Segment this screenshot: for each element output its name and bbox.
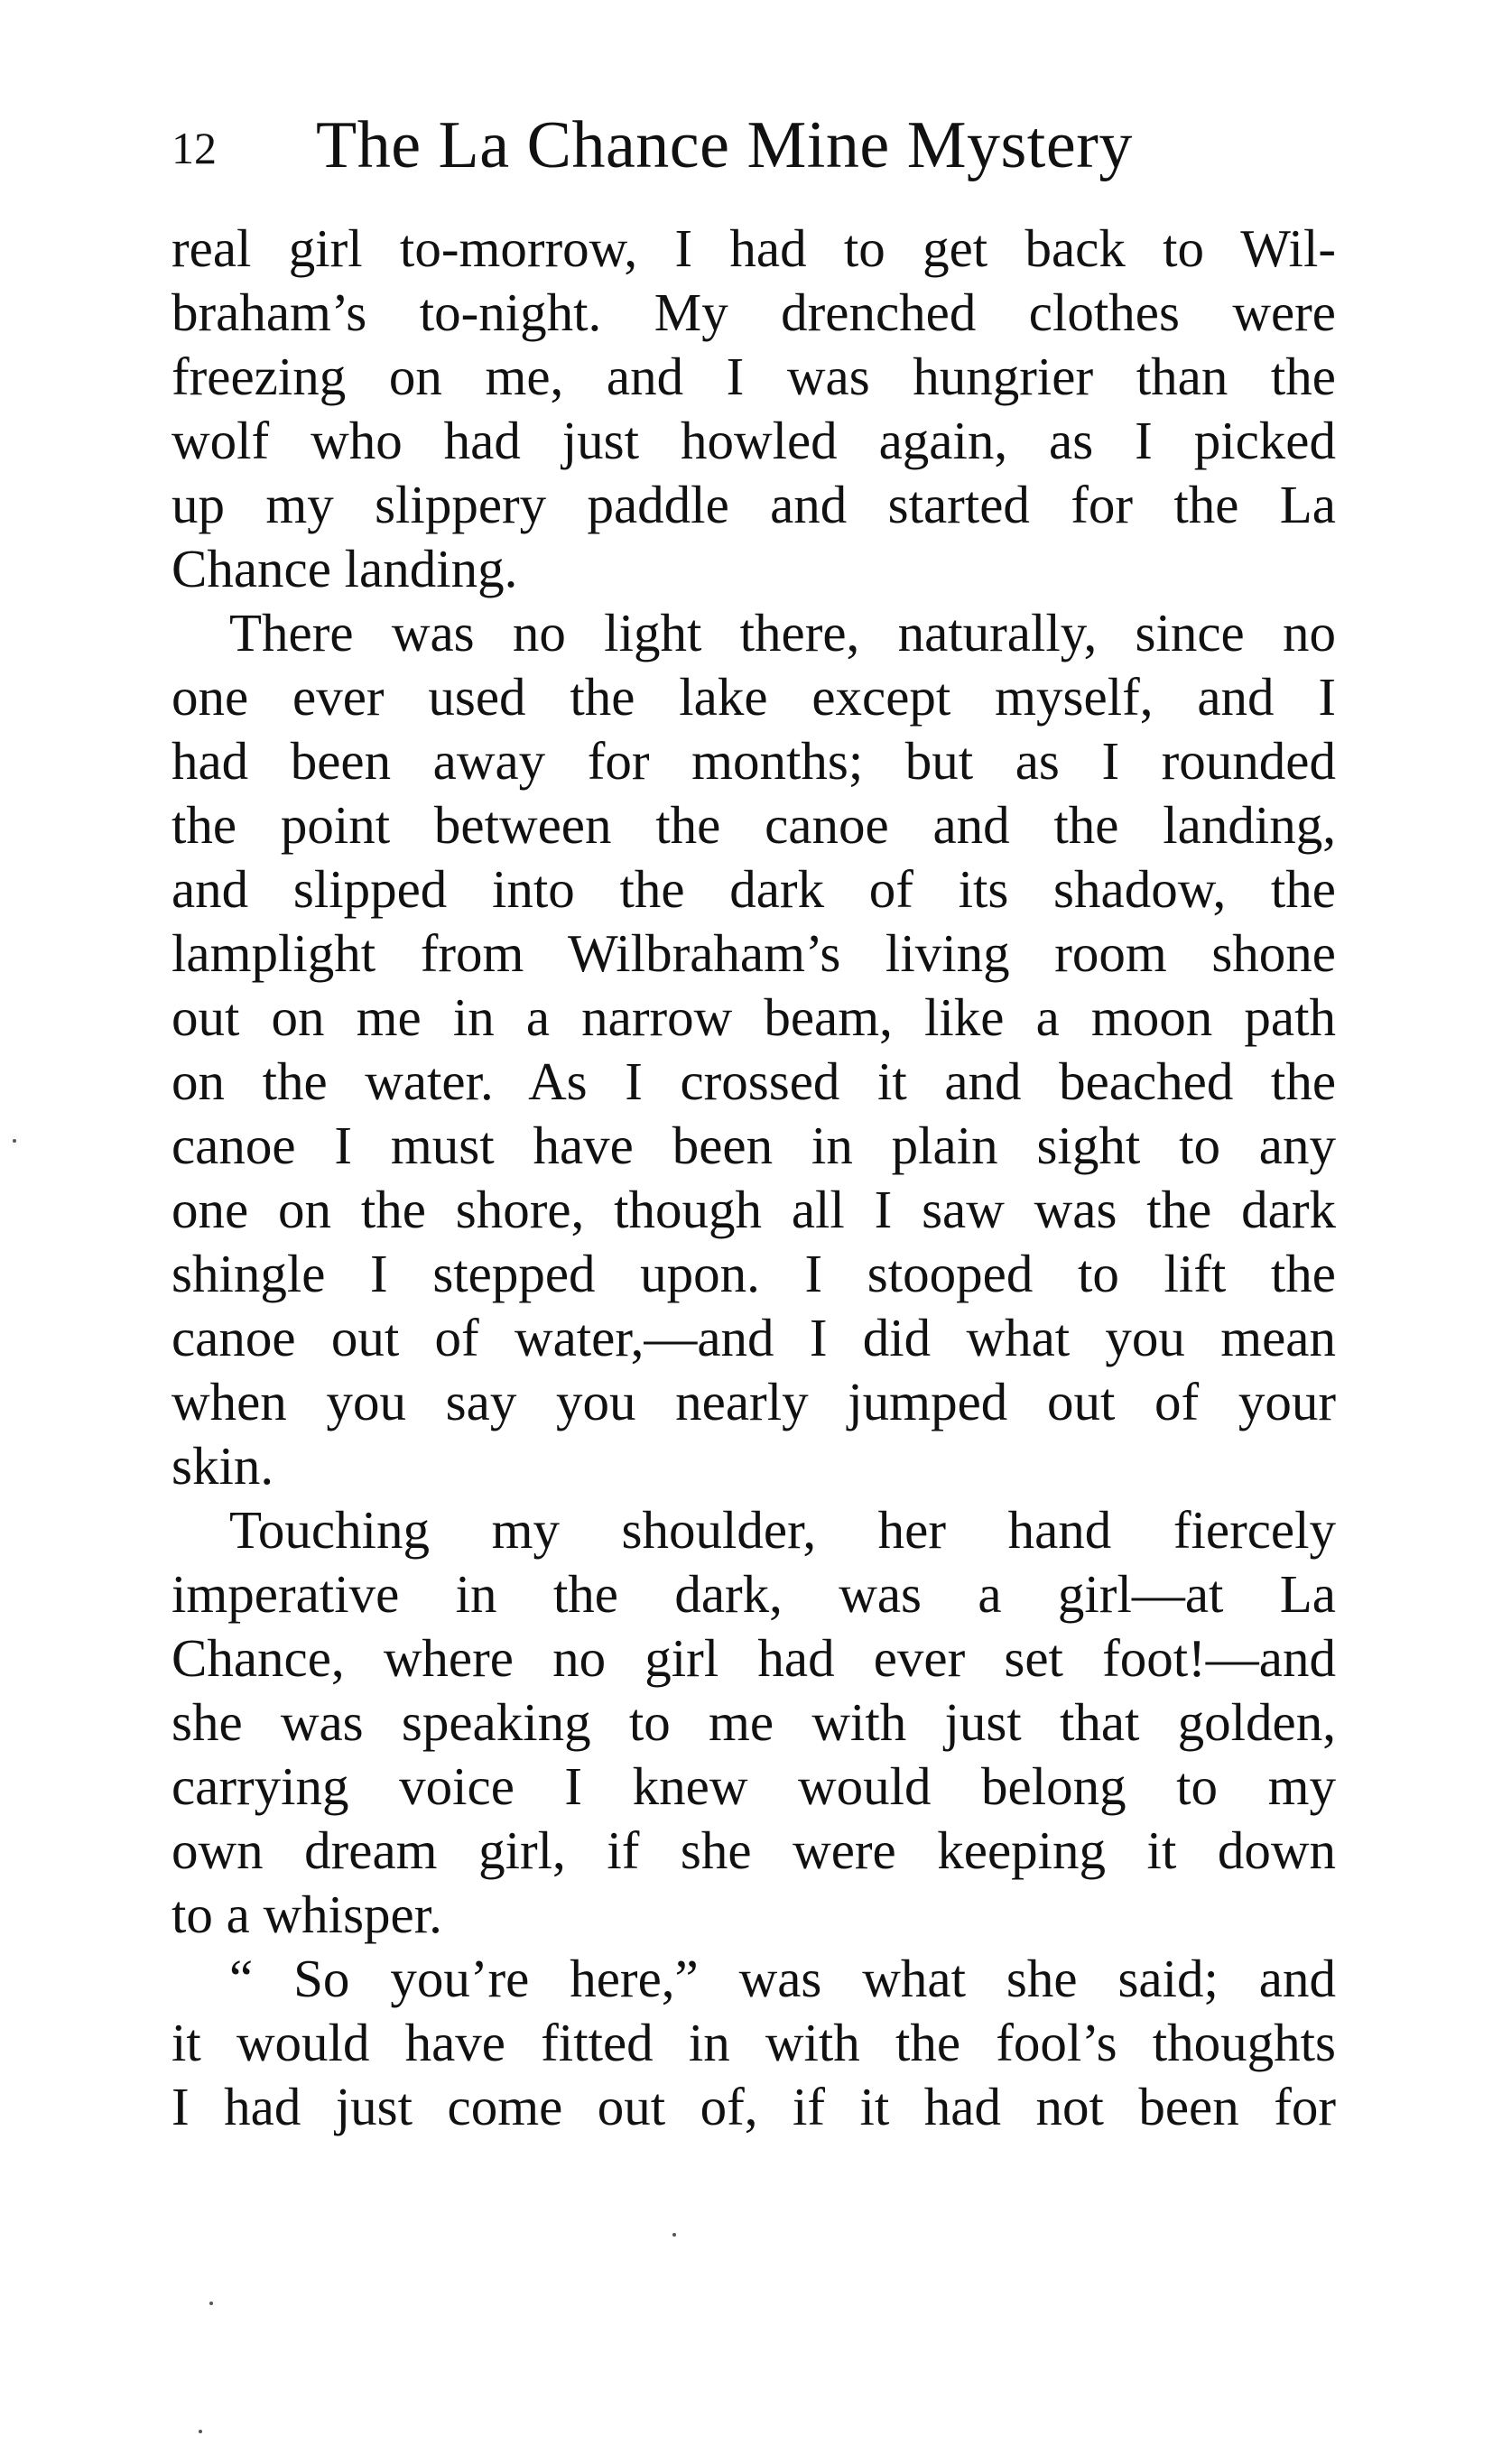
scan-speck: [672, 2233, 676, 2237]
text-line: lamplight from Wilbraham’s living room shone: [172, 923, 1336, 983]
text-line: skin.: [172, 1436, 274, 1496]
text-line: “ So you’re here,” was what she said; and: [229, 1949, 1336, 2008]
scan-speck: [209, 2302, 213, 2305]
body-text: [172, 217, 1336, 2139]
text-line: carrying voice I knew would belong to my: [172, 1756, 1336, 1816]
text-line: real girl to-morrow, I had to get back to Wil-: [172, 218, 1336, 278]
text-line: out on me in a narrow beam, like a moon path: [172, 987, 1336, 1047]
text-line: imperative in the dark, was a girl—at La: [172, 1564, 1336, 1624]
text-line: on the water. As I crossed it and beached the: [172, 1051, 1336, 1111]
text-line: to a whisper.: [172, 1885, 442, 1944]
text-line: I had just come out of, if it had not been for: [172, 2077, 1336, 2136]
text-line: Chance, where no girl had ever set foot!—and: [172, 1628, 1336, 1688]
running-head: [172, 105, 1336, 186]
text-line: up my slippery paddle and started for the La: [172, 475, 1336, 534]
text-line: had been away for months; but as I rounded: [172, 731, 1336, 791]
running-title: The La Chance Mine Mystery: [316, 108, 1133, 182]
scan-speck: [199, 2430, 202, 2433]
text-line: the point between the canoe and the landing,: [172, 795, 1336, 855]
text-line: and slipped into the dark of its shadow, the: [172, 859, 1336, 919]
text-line: shingle I stepped upon. I stooped to lift the: [172, 1244, 1336, 1303]
text-line: one ever used the lake except myself, and I: [172, 667, 1336, 727]
text-line: wolf who had just howled again, as I picked: [172, 411, 1336, 470]
page-number: 12: [172, 123, 217, 173]
text-line: Chance landing.: [172, 539, 518, 598]
scan-speck: [13, 1139, 16, 1143]
text-line: it would have fitted in with the fool’s thoughts: [172, 2013, 1336, 2072]
text-line: freezing on me, and I was hungrier than the: [172, 347, 1336, 406]
text-line: Touching my shoulder, her hand fiercely: [229, 1500, 1336, 1560]
text-line: when you say you nearly jumped out of your: [172, 1372, 1336, 1431]
text-line: canoe I must have been in plain sight to any: [172, 1116, 1336, 1175]
text-line: braham’s to-night. My drenched clothes were: [172, 283, 1336, 342]
text-line: canoe out of water,—and I did what you mean: [172, 1308, 1336, 1367]
text-line: There was no light there, naturally, since no: [229, 603, 1336, 662]
text-line: own dream girl, if she were keeping it down: [172, 1820, 1336, 1880]
text-line: one on the shore, though all I saw was the dark: [172, 1180, 1336, 1239]
text-line: she was speaking to me with just that golden,: [172, 1692, 1336, 1752]
